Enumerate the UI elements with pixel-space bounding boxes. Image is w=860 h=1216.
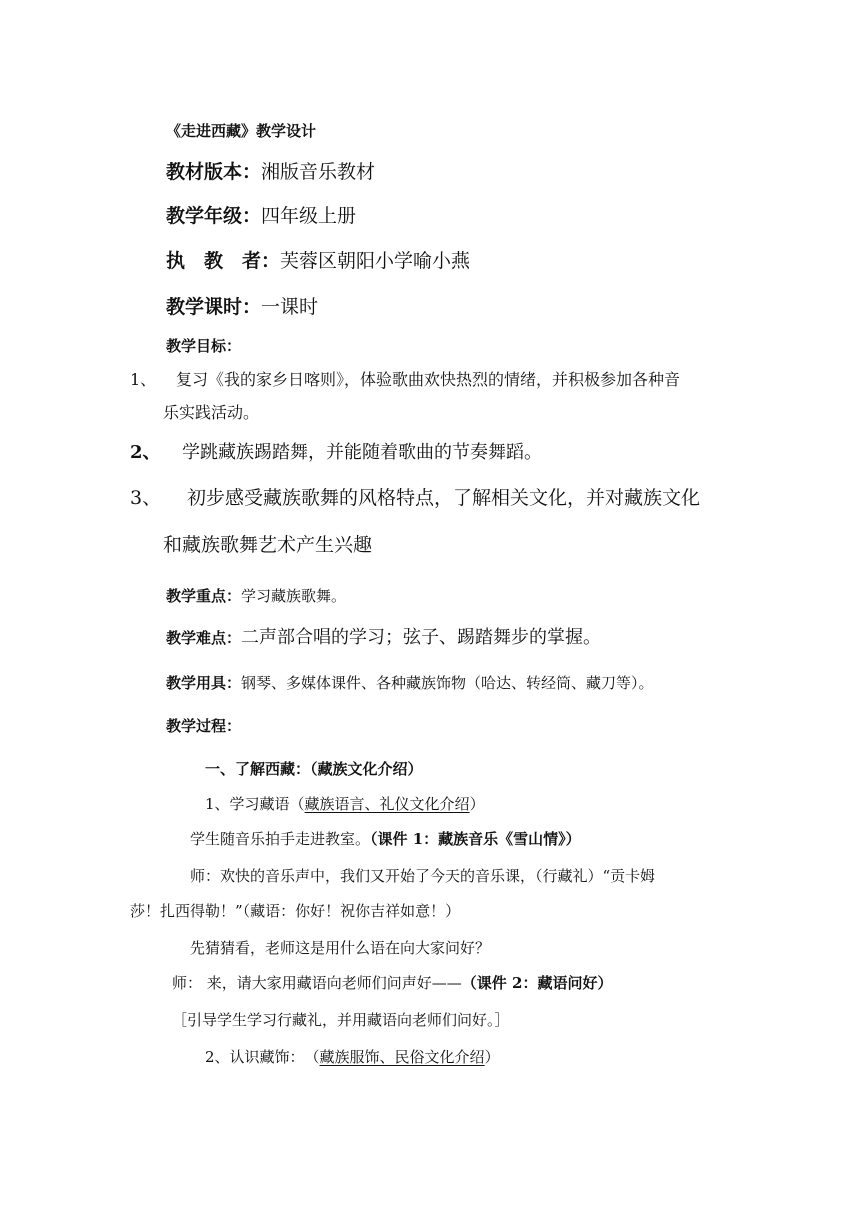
subsection-2-prefix: 2、认识藏饰： （	[205, 1048, 320, 1066]
info-label: 教学课时：	[166, 296, 262, 318]
paragraph-text: 学生随音乐拍手走进教室。	[190, 830, 371, 848]
info-label: 教学年级：	[166, 205, 262, 227]
subsection-2	[205, 1050, 500, 1065]
key-point-label: 教学重点：	[166, 587, 242, 605]
paragraph-greet-teachers	[172, 976, 612, 991]
paragraph-text: 师： 来，请大家用藏语向老师们问声好——	[172, 974, 462, 992]
goal-2-text: 学跳藏族踢踏舞，并能随着歌曲的节奏舞蹈。	[182, 442, 542, 463]
info-row-grade	[166, 207, 356, 226]
goal-3-text: 初步感受藏族歌舞的风格特点，了解相关文化，并对藏族文化	[187, 487, 701, 509]
goal-1-number: 1、	[130, 370, 157, 389]
paragraph-teacher-greeting-cont: 莎！扎西得勒！”（藏语：你好！祝你吉祥如意！）	[130, 902, 461, 920]
info-label: 教材版本：	[166, 161, 262, 183]
paragraph-guess: 先猜猜看，老师这是用什么语在向大家问好？	[190, 939, 491, 957]
goal-3-text-cont: 和藏族歌舞艺术产生兴趣	[163, 534, 373, 556]
info-row-edition	[166, 163, 375, 182]
subsection-1-prefix: 1、学习藏语（	[205, 795, 305, 813]
goal-3-number: 3、	[130, 487, 162, 509]
tools-label: 教学用具：	[166, 674, 242, 692]
info-value: 四年级上册	[261, 205, 357, 227]
goal-1-text-cont: 乐实践活动。	[163, 403, 260, 422]
info-row-period	[166, 298, 318, 317]
key-point-row	[166, 589, 346, 604]
goal-1-text: 复习《我的家乡日喀则》，体验歌曲欢快热烈的情绪，并积极参加各种音	[176, 370, 681, 389]
info-value: 芙蓉区朝阳小学喻小燕	[280, 250, 471, 272]
paragraph-guide-note: ［引导学生学习行藏礼，并用藏语向老师们问好。］	[172, 1011, 510, 1029]
courseware-1-label: （课件 1：藏族音乐《雪山情》）	[370, 830, 581, 848]
section-1-heading: 一、了解西藏：（藏族文化介绍）	[205, 760, 423, 778]
subsection-2-suffix: ）	[484, 1048, 500, 1066]
paragraph-enter-classroom	[190, 832, 581, 847]
subsection-1-topic: 藏族语言、礼仪文化介绍	[304, 795, 470, 813]
tools-value: 钢琴、多媒体课件、各种藏族饰物（哈达、转经筒、藏刀等）。	[241, 674, 654, 692]
subsection-2-topic: 藏族服饰、民俗文化介绍	[319, 1048, 485, 1066]
goal-2-number: 2、	[130, 442, 161, 463]
difficulty-label: 教学难点：	[166, 629, 242, 647]
goals-heading: 教学目标：	[166, 337, 242, 355]
subsection-1	[205, 797, 485, 812]
process-heading: 教学过程：	[166, 717, 242, 735]
info-label: 执 教 者：	[166, 250, 281, 272]
difficulty-value: 二声部合唱的学习；弦子、踢踏舞步的掌握。	[241, 627, 602, 648]
paragraph-teacher-greeting: 师：欢快的音乐声中，我们又开始了今天的音乐课，（行藏礼）“贡卡姆	[190, 867, 656, 885]
info-row-teacher	[166, 252, 470, 271]
key-point-value: 学习藏族歌舞。	[241, 587, 347, 605]
document-title: 《走进西藏》教学设计	[166, 122, 317, 140]
info-value: 一课时	[261, 296, 319, 318]
tools-row	[166, 676, 654, 691]
difficulty-row	[166, 629, 601, 647]
courseware-2-label: （课件 2：藏语问好）	[461, 974, 613, 992]
info-value: 湘版音乐教材	[261, 161, 376, 183]
subsection-1-suffix: ）	[469, 795, 485, 813]
